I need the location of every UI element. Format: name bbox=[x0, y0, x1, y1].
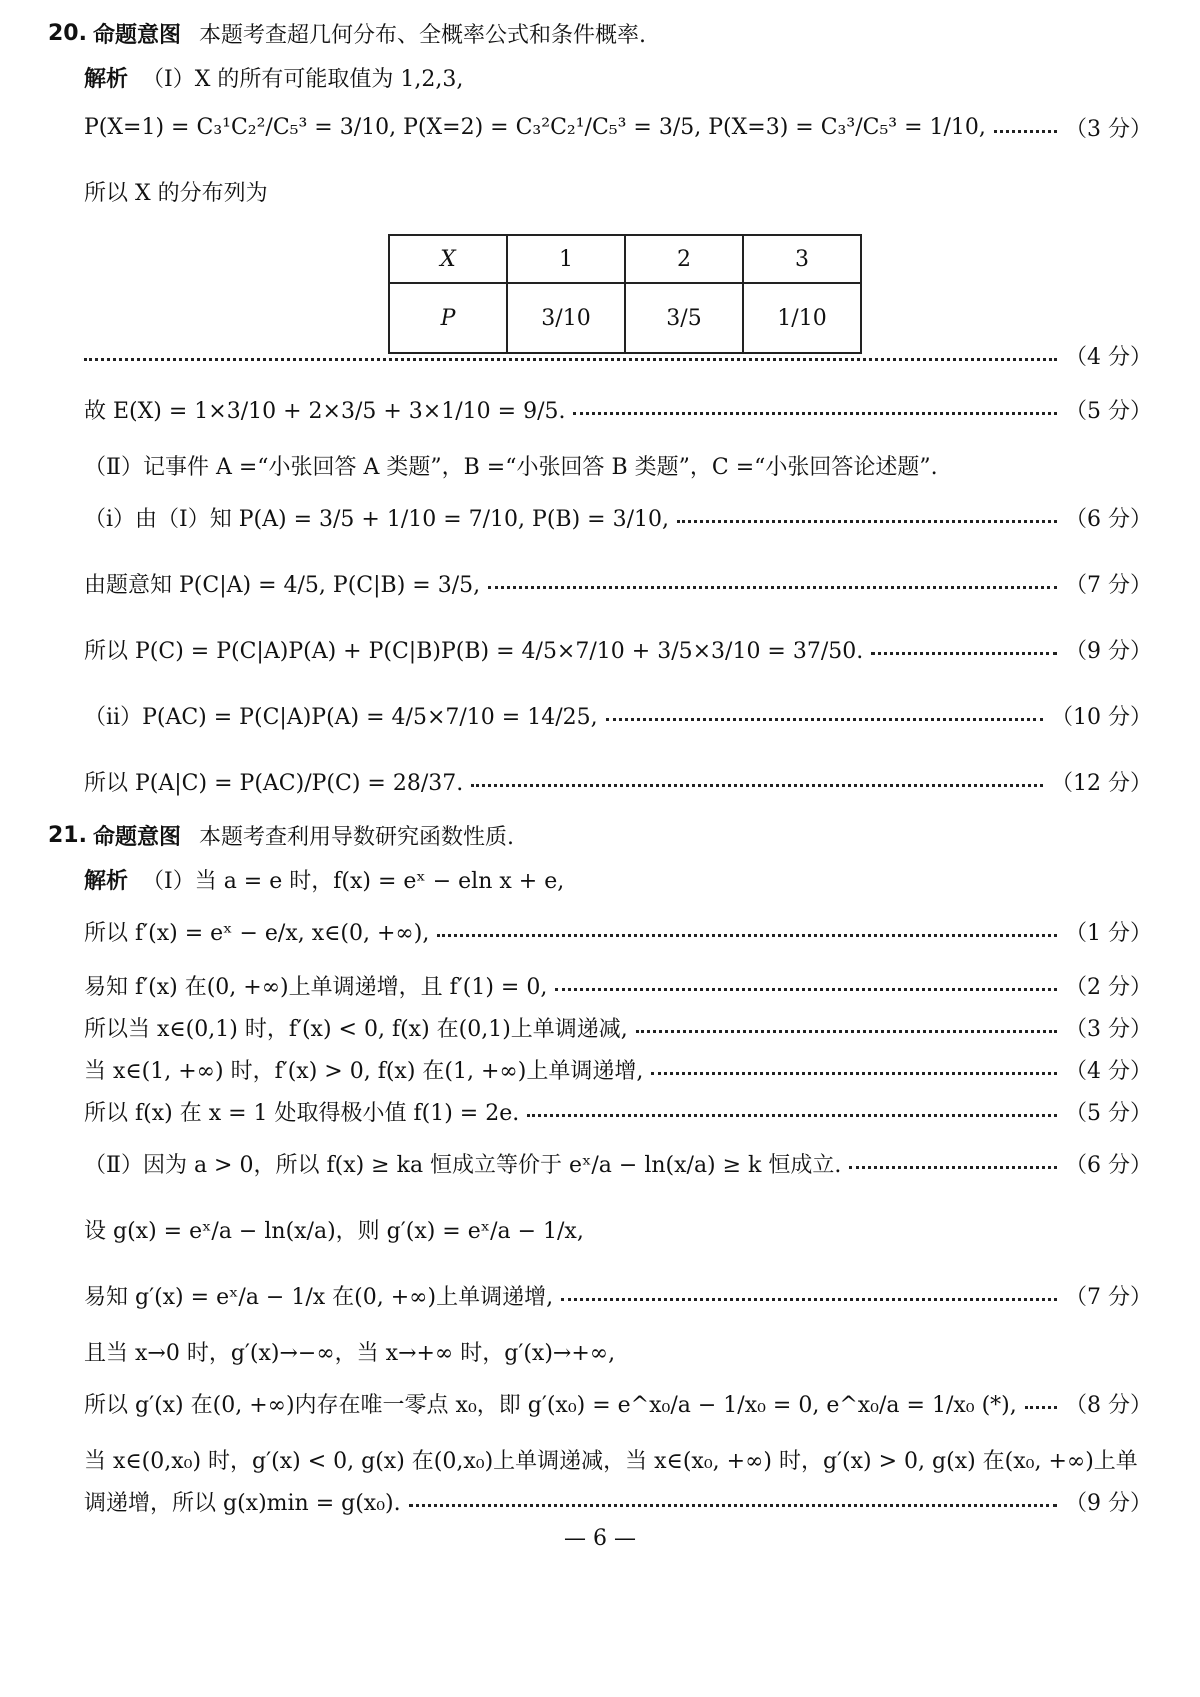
leader-dots bbox=[527, 1114, 1057, 1117]
q21-line4 bbox=[84, 1012, 1152, 1043]
q20-line10-score: （10 分） bbox=[1051, 705, 1152, 730]
q21-line7-score: （6 分） bbox=[1065, 1153, 1152, 1178]
leader-dots bbox=[84, 358, 1057, 361]
table-header-row bbox=[389, 235, 861, 283]
q20-line6 bbox=[84, 450, 1152, 481]
q21-line4-score: （3 分） bbox=[1065, 1017, 1152, 1042]
leader-dots bbox=[636, 1030, 1057, 1033]
q20-line3-text: 所以 X 的分布列为 bbox=[84, 181, 268, 206]
q21-heading bbox=[48, 820, 1152, 851]
q21-line10-text: 且当 x→0 时，g′(x)→−∞，当 x→+∞ 时，g′(x)→+∞, bbox=[84, 1341, 616, 1366]
q21-line13-score: （9 分） bbox=[1065, 1491, 1152, 1516]
q21-line2-text: 所以 f′(x) = eˣ − e/x, x∈(0, +∞), bbox=[84, 921, 430, 946]
leader-dots bbox=[555, 988, 1057, 991]
q21-number: 21. bbox=[48, 823, 87, 848]
q20-line11-score: （12 分） bbox=[1051, 771, 1152, 796]
table-cell: X bbox=[389, 235, 507, 283]
q21-line5-text: 当 x∈(1, +∞) 时，f′(x) > 0, f(x) 在(1, +∞)上单调递增, bbox=[84, 1059, 644, 1084]
table-cell: P bbox=[389, 283, 507, 353]
q20-line5-text: 故 E(X) = 1×3/10 + 2×3/5 + 3×1/10 = 9/5. bbox=[84, 399, 566, 424]
q20-line11-text: 所以 P(A|C) = P(AC)/P(C) = 28/37. bbox=[84, 771, 464, 796]
table-cell: 3/10 bbox=[507, 283, 625, 353]
q20-line2 bbox=[84, 112, 1152, 143]
leader-dots bbox=[409, 1504, 1057, 1507]
q20-title-text: 本题考查超几何分布、全概率公式和条件概率. bbox=[199, 23, 646, 48]
q20-line10 bbox=[84, 700, 1152, 731]
q20-line10-text: （ⅱ）P(AC) = P(C|A)P(A) = 4/5×7/10 = 14/25, bbox=[84, 705, 598, 730]
q21-line9-text: 易知 g′(x) = eˣ/a − 1/x 在(0, +∞)上单调递增, bbox=[84, 1285, 554, 1310]
q20-heading bbox=[48, 18, 1152, 49]
q21-line11-score: （8 分） bbox=[1065, 1393, 1152, 1418]
q20-line8-text: 由题意知 P(C|A) = 4/5, P(C|B) = 3/5, bbox=[84, 573, 481, 598]
table-cell: 1/10 bbox=[743, 283, 861, 353]
q21-line13-text: 调递增，所以 g(x)min = g(x₀). bbox=[84, 1491, 401, 1516]
q21-line7 bbox=[84, 1148, 1152, 1179]
q21-line9 bbox=[84, 1280, 1152, 1311]
q21-line5-score: （4 分） bbox=[1065, 1059, 1152, 1084]
q20-line5-score: （5 分） bbox=[1065, 399, 1152, 424]
leader-dots bbox=[488, 586, 1057, 589]
leader-dots bbox=[606, 718, 1043, 721]
q20-line6-text: （Ⅱ）记事件 A =“小张回答 A 类题”，B =“小张回答 B 类题”，C =“小张回答论述题”. bbox=[84, 455, 938, 480]
q21-line12 bbox=[84, 1444, 1152, 1475]
q20-number: 20. bbox=[48, 21, 87, 46]
q21-line3 bbox=[84, 970, 1152, 1001]
leader-dots bbox=[849, 1166, 1057, 1169]
q21-line12-text: 当 x∈(0,x₀) 时，g′(x) < 0, g(x) 在(0,x₀)上单调递减，当 x∈(x₀, +∞) 时，g′(x) > 0, g(x) 在(x₀, +∞)上单 bbox=[84, 1449, 1138, 1474]
leader-dots bbox=[561, 1298, 1057, 1301]
q21-line4-text: 所以当 x∈(0,1) 时，f′(x) < 0, f(x) 在(0,1)上单调递减, bbox=[84, 1017, 628, 1042]
q20-line8-score: （7 分） bbox=[1065, 573, 1152, 598]
q21-analysis-label: 解析 bbox=[84, 869, 129, 894]
q21-line8-text: 设 g(x) = eˣ/a − ln(x/a)，则 g′(x) = eˣ/a − 1/x, bbox=[84, 1219, 584, 1244]
q21-line11-text: 所以 g′(x) 在(0, +∞)内存在唯一零点 x₀，即 g′(x₀) = e^x₀/a − 1/x₀ = 0, e^x₀/a = 1/x₀ (*), bbox=[84, 1393, 1017, 1418]
table-cell: 3 bbox=[743, 235, 861, 283]
q21-line1-text: （Ⅰ）当 a = e 时，f(x) = eˣ − eln x + e, bbox=[142, 869, 565, 894]
q21-line7-text: （Ⅱ）因为 a > 0，所以 f(x) ≥ ka 恒成立等价于 eˣ/a − ln(x/a) ≥ k 恒成立. bbox=[84, 1153, 842, 1178]
q20-line2-score: （3 分） bbox=[1065, 117, 1152, 142]
leader-dots bbox=[651, 1072, 1057, 1075]
q21-title-label: 命题意图 bbox=[92, 825, 181, 850]
q20-line9-score: （9 分） bbox=[1065, 639, 1152, 664]
q20-line1-text: （Ⅰ）X 的所有可能取值为 1,2,3, bbox=[142, 67, 464, 92]
q20-line8 bbox=[84, 568, 1152, 599]
q20-title-label: 命题意图 bbox=[92, 23, 181, 48]
leader-dots bbox=[573, 412, 1057, 415]
leader-dots bbox=[471, 784, 1043, 787]
leader-dots bbox=[437, 934, 1057, 937]
q20-line9 bbox=[84, 634, 1152, 665]
distribution-table bbox=[388, 234, 862, 354]
q21-line10 bbox=[84, 1336, 1152, 1367]
q21-line1 bbox=[84, 864, 1152, 895]
q21-line3-text: 易知 f′(x) 在(0, +∞)上单调递增，且 f′(1) = 0, bbox=[84, 975, 548, 1000]
q20-line5 bbox=[84, 394, 1152, 425]
leader-dots bbox=[1025, 1406, 1057, 1409]
q20-line11 bbox=[84, 766, 1152, 797]
q21-title-text: 本题考查利用导数研究函数性质. bbox=[199, 825, 514, 850]
q20-line1 bbox=[84, 62, 1152, 93]
table-cell: 3/5 bbox=[625, 283, 743, 353]
q20-line7-score: （6 分） bbox=[1065, 507, 1152, 532]
q21-line6 bbox=[84, 1096, 1152, 1127]
q21-line6-text: 所以 f(x) 在 x = 1 处取得极小值 f(1) = 2e. bbox=[84, 1101, 520, 1126]
q21-line2 bbox=[84, 916, 1152, 947]
q20-line3 bbox=[84, 176, 1152, 207]
q21-line13 bbox=[84, 1486, 1152, 1517]
q20-line9-text: 所以 P(C) = P(C|A)P(A) + P(C|B)P(B) = 4/5×7/10 + 3/5×3/10 = 37/50. bbox=[84, 639, 864, 664]
q20-line7-text: （ⅰ）由（Ⅰ）知 P(A) = 3/5 + 1/10 = 7/10, P(B) = 3/10, bbox=[84, 507, 669, 532]
q21-line6-score: （5 分） bbox=[1065, 1101, 1152, 1126]
leader-dots bbox=[871, 652, 1057, 655]
leader-dots bbox=[677, 520, 1057, 523]
q20-analysis-label: 解析 bbox=[84, 67, 129, 92]
q21-line9-score: （7 分） bbox=[1065, 1285, 1152, 1310]
leader-dots bbox=[994, 130, 1057, 133]
q21-line11 bbox=[84, 1388, 1152, 1419]
q20-line7 bbox=[84, 502, 1152, 533]
q21-line8 bbox=[84, 1214, 1152, 1245]
table-cell: 1 bbox=[507, 235, 625, 283]
table-cell: 2 bbox=[625, 235, 743, 283]
q21-line3-score: （2 分） bbox=[1065, 975, 1152, 1000]
q21-line2-score: （1 分） bbox=[1065, 921, 1152, 946]
q20-line4 bbox=[84, 340, 1152, 371]
q21-line5 bbox=[84, 1054, 1152, 1085]
q20-line2-text: P(X=1) = C₃¹C₂²/C₅³ = 3/10, P(X=2) = C₃²C₂¹/C₅³ = 3/5, P(X=3) = C₃³/C₅³ = 1/10, bbox=[84, 115, 986, 140]
q20-line4-score: （4 分） bbox=[1065, 345, 1152, 370]
page-number: — 6 — bbox=[564, 1526, 636, 1551]
